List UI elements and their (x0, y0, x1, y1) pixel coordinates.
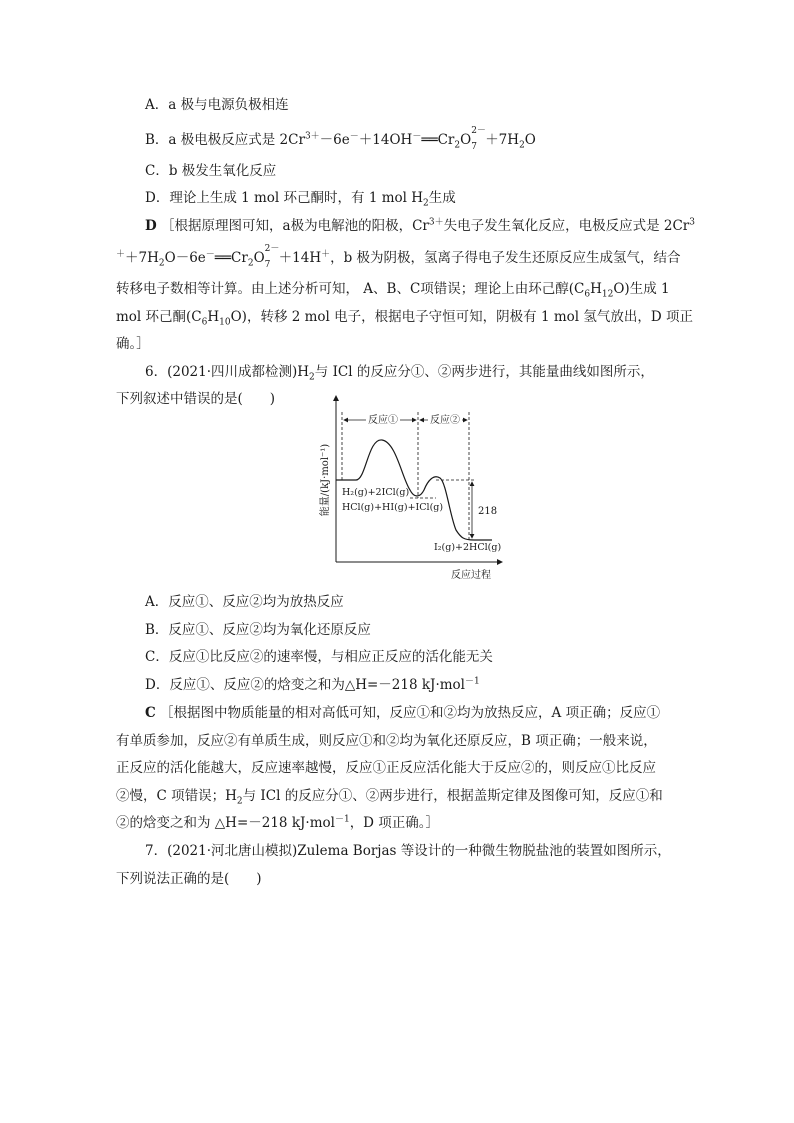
q6-explanation-line3: 正反应的活化能越大，反应速率越慢，反应①正反应活化能大于反应②的，则反应①比反应 (116, 760, 656, 776)
q6-explanation-line1: C ［根据图中物质能量的相对高低可知，反应①和②均为放热反应，A 项正确；反应① (145, 705, 661, 721)
q6-option-d: D．反应①、反应②的焓变之和为△H=－218 kJ·mol$^{-1}$ (145, 676, 480, 693)
state-label-products: I₂(g)+2HCl(g) (434, 542, 502, 553)
x-axis-label: 反应过程 (451, 570, 491, 581)
state-label-reactants: H₂(g)+2ICl(g) (342, 487, 410, 498)
q6-explanation-line2: 有单质参加，反应②有单质生成，则反应①和②均为氧化还原反应，B 项正确；一般来说， (116, 733, 657, 749)
q5-explanation-line3: 转移电子数相等计算。由上述分析可知， A、B、C项错误；理论上由环己醇$(C_6H_{12}O)$生成 1 (116, 281, 670, 300)
q5-option-b: B．a 极电极反应式是 $2Cr^{3+}-6e^-+14OH^-══Cr_2O$ 2－ 7 $+7H_2O$ (145, 126, 536, 152)
q5-explanation-line5: 确。］ (116, 336, 150, 352)
q6-option-a: A．反应①、反应②均为放热反应 (145, 594, 344, 610)
reaction-2-label: 反应② (430, 415, 460, 426)
q5-answer-letter: D (145, 218, 157, 234)
q6-explanation-line5: ②的焓变之和为 △H=－218 kJ·mol$^{-1}$，D 项正确。］ (116, 814, 440, 831)
q6-stem-line1: 6．(2021·四川成都检测)$H_2$与 ICl 的反应分①、②两步进行，其能量曲线如图所示， (145, 364, 654, 383)
q6-answer-letter: C (145, 705, 156, 721)
q6-option-c: C．反应①比反应②的速率慢，与相应正反应的活化能无关 (145, 649, 493, 665)
energy-diagram (306, 390, 506, 586)
q6-option-b: B．反应①、反应②均为氧化还原反应 (145, 622, 371, 638)
q5-option-a: A．a 极与电源负极相连 (145, 97, 289, 113)
q5-explanation-line1: D ［根据原理图可知，a极为电解池的阳极，$Cr^{3+}$失电子发生氧化反应，电极反应式是 2Cr$^3$ (145, 217, 695, 234)
q6-stem-line2: 下列叙述中错误的是( ) (116, 391, 276, 407)
q5-explanation-line4: mol 环己酮$(C_6H_{10}O)$，转移 2 mol 电子，根据电子守恒可知，阴极有 1 mol 氢气放出，D 项正 (116, 309, 693, 328)
q5-option-c: C．b 极发生氧化反应 (145, 163, 277, 179)
q7-stem-line2: 下列说法正确的是( ) (116, 871, 262, 887)
q6-explanation-line4: ②慢，C 项错误；$H_2$与 ICl 的反应分①、②两步进行，根据盖斯定律及图像可知，反应①和 (116, 788, 663, 807)
y-axis-label: 能量/(kJ·mol⁻¹) (320, 443, 331, 517)
state-label-intermediate: HCl(g)+HI(g)+ICl(g) (342, 502, 444, 513)
delta-energy-value: 218 (478, 506, 498, 517)
reaction-1-label: 反应① (368, 415, 398, 426)
q7-stem-line1: 7．(2021·河北唐山模拟)Zulema Borjas 等设计的一种微生物脱盐池的装置如图所示， (145, 843, 671, 859)
q5-option-d: D．理论上生成 1 mol 环己酮时，有 1 mol $H_2$生成 (145, 190, 456, 209)
q5-explanation-line2: $^++7H_2O-6e^-══Cr_2O$ 2－ 7 ＋14H＋，b 极为阴极，氢离子得电子发生还原反应生成氢气，结合 (116, 244, 681, 270)
